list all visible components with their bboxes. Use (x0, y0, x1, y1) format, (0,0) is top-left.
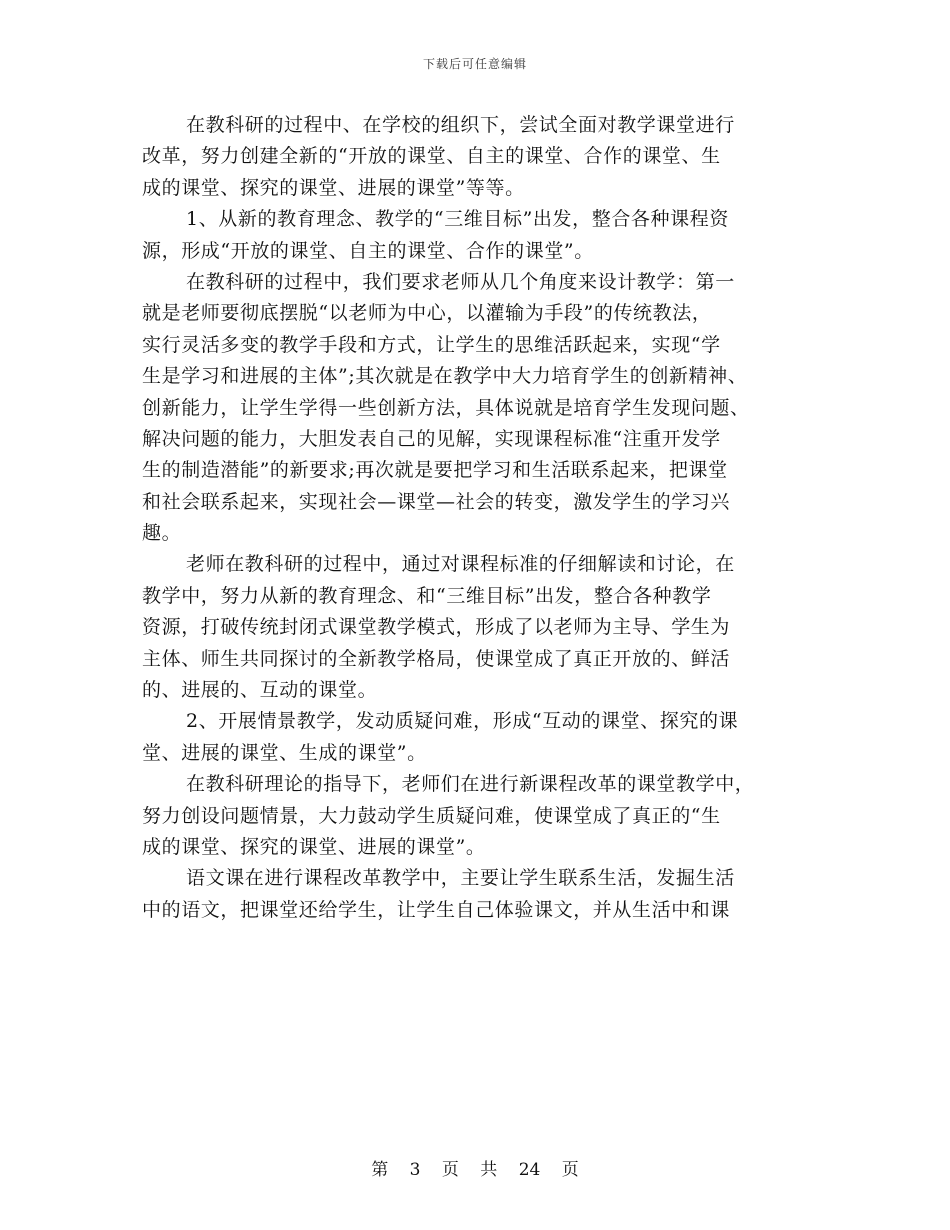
text-line: 就是老师要彻底摆脱“以老师为中心，以灌输为手段”的传统教法， (142, 302, 712, 325)
text-line: 源，形成“开放的课堂、自主的课堂、合作的课堂”。 (142, 239, 594, 262)
text-line: 中的语文，把课堂还给学生，让学生自己体验课文，并从生活中和课 (142, 898, 731, 921)
text-line: 堂、进展的课堂、生成的课堂”。 (142, 741, 427, 764)
text-line: 老师在教科研的过程中，通过对课程标准的仔细解读和讨论，在 (186, 553, 735, 576)
text-line: 在教科研理论的指导下，老师们在进行新课程改革的课堂教学中， (186, 773, 755, 796)
text-line: 2、开展情景教学，发动质疑问难，形成“互动的课堂、探究的课 (186, 710, 739, 733)
text-line: 1、从新的教育理念、教学的“三维目标”出发，整合各种课程资 (186, 208, 729, 231)
total-label: 共 (480, 1160, 498, 1180)
text-line: 的、进展的、互动的课堂。 (142, 679, 378, 702)
text-line: 生是学习和进展的主体”;其次就是在教学中大力培育学生的创新精神、 (142, 365, 748, 388)
page-label-suffix: 页 (561, 1160, 579, 1180)
current-page-number: 3 (409, 1160, 421, 1180)
text-line: 改革，努力创建全新的“开放的课堂、自主的课堂、合作的课堂、生 (142, 145, 721, 168)
page-label: 页 (441, 1160, 459, 1180)
text-line: 在教科研的过程中，我们要求老师从几个角度来设计教学：第一 (186, 270, 735, 293)
page-header: 下载后可任意编辑 (422, 57, 527, 71)
text-line: 在教科研的过程中、在学校的组织下，尝试全面对教学课堂进行 (186, 114, 735, 136)
text-line: 努力创设问题情景，大力鼓动学生质疑问难，使课堂成了真正的“生 (142, 804, 721, 827)
text-line: 解决问题的能力，大胆发表自己的见解，实现课程标准“注重开发学 (142, 427, 721, 450)
text-line: 实行灵活多变的教学手段和方式，让学生的思维活跃起来，实现“学 (142, 333, 721, 356)
text-line: 语文课在进行课程改革教学中，主要让学生联系生活，发掘生活 (186, 867, 735, 890)
text-line: 生的制造潜能”的新要求;再次就是要把学习和生活联系起来，把课堂 (142, 459, 728, 482)
page-footer (0, 1155, 950, 1180)
page-label-prefix: 第 (371, 1160, 389, 1180)
document-body (142, 110, 822, 926)
text-line: 资源，打破传统封闭式课堂教学模式，形成了以老师为主导、学生为 (142, 616, 731, 639)
text-line: 教学中，努力从新的教育理念、和“三维目标”出发，整合各种教学 (142, 584, 712, 607)
text-line: 趣。 (142, 522, 182, 545)
text-line: 主体、师生共同探讨的全新教学格局，使课堂成了真正开放的、鲜活 (142, 647, 731, 670)
total-pages-number: 24 (518, 1160, 541, 1180)
text-line: 创新能力，让学生学得一些创新方法，具体说就是培育学生发现问题、 (142, 396, 750, 419)
text-line: 成的课堂、探究的课堂、进展的课堂”。 (142, 835, 486, 858)
text-line: 和社会联系起来，实现社会—课堂—社会的转变，激发学生的学习兴 (142, 490, 731, 513)
text-line: 成的课堂、探究的课堂、进展的课堂”等等。 (142, 176, 525, 199)
